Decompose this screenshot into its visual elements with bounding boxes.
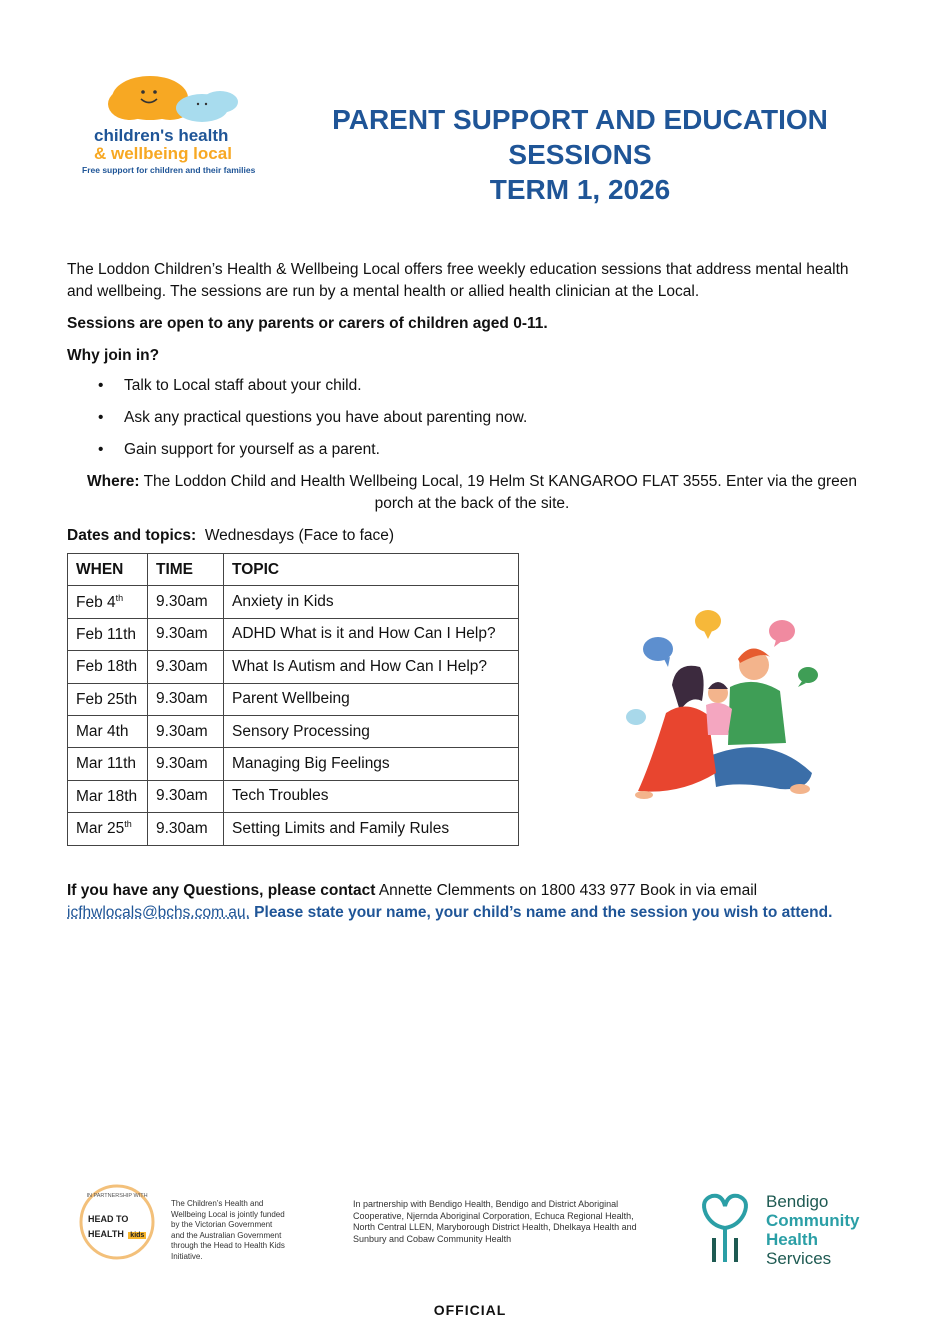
table-row: [68, 586, 519, 618]
contact-note: Please state your name, your child’s name and the session you wish to attend.: [254, 904, 833, 921]
header-topic: TOPIC: [224, 554, 519, 586]
bullet-icon: •: [98, 409, 104, 426]
logo-tagline: Free support for children and their families: [82, 165, 256, 175]
bchs-wordmark: [766, 1192, 860, 1268]
intro-paragraph: The Loddon Children’s Health & Wellbeing Local offers free weekly education sessions that address mental health and wellbeing. The sessions are run by a mental health or allied health clinician at the Local.: [67, 261, 849, 300]
funding-note: The Children’s Health and Wellbeing Local is jointly funded by the Victorian Government and the Australian Government through the Head to Health Kids Initiative.: [171, 1199, 285, 1261]
cell-time: 9.30am: [148, 780, 224, 812]
where-label: Where:: [87, 473, 140, 490]
cell-when: Mar 18th: [68, 780, 148, 812]
cell-topic: ADHD What is it and How Can I Help?: [224, 618, 519, 650]
cell-time: 9.30am: [148, 715, 224, 747]
dates-line: [67, 525, 877, 547]
h2h-line1: HEAD TO: [88, 1214, 129, 1224]
table-row: [68, 618, 519, 650]
cloud-logo-icon: [80, 68, 270, 128]
h2h-line2: HEALTH: [88, 1229, 124, 1239]
cell-topic: Anxiety in Kids: [224, 586, 519, 618]
contact-bold: If you have any Questions, please contact: [67, 882, 376, 899]
open-to-text: Sessions are open to any parents or carers of children aged 0-11.: [67, 315, 548, 332]
chwl-logo: [80, 68, 270, 180]
cell-topic: Tech Troubles: [224, 780, 519, 812]
table-row: [68, 651, 519, 683]
title-line1: PARENT SUPPORT AND EDUCATION: [332, 104, 828, 135]
logo-line1: children's health: [94, 126, 229, 145]
header-when: WHEN: [68, 554, 148, 586]
title-line3: TERM 1, 2026: [489, 174, 671, 205]
cell-topic: Parent Wellbeing: [224, 683, 519, 715]
table-row: [68, 683, 519, 715]
bchs-line4: Services: [766, 1249, 832, 1268]
contact-text: Annette Clemments on 1800 433 977 Book in via email: [378, 882, 758, 899]
where-text: The Loddon Child and Health Wellbeing Local, 19 Helm St KANGAROO FLAT 3555. Enter via the green porch at the back of the site.: [143, 473, 857, 512]
cell-when: Mar 11th: [68, 748, 148, 780]
cell-when: Feb 18th: [68, 651, 148, 683]
header-time: TIME: [148, 554, 224, 586]
bchs-line2: Community: [766, 1211, 860, 1230]
dates-label: Dates and topics:: [67, 527, 197, 544]
cell-time: 9.30am: [148, 748, 224, 780]
cell-time: 9.30am: [148, 618, 224, 650]
page-title: [300, 102, 860, 207]
table-row: [68, 715, 519, 747]
bchs-line3: Health: [766, 1230, 818, 1249]
family-illustration-icon: [620, 605, 830, 810]
cell-time: 9.30am: [148, 813, 224, 845]
partners-note: In partnership with Bendigo Health, Bendigo and District Aboriginal Cooperative, Njernda Aboriginal Corporation, Echuca Regional Health, North Central LLEN, Maryborough District Health, Dhelkaya Health and Sunbury and Cobaw Community Health: [353, 1199, 637, 1244]
logo-line2: & wellbeing local: [94, 144, 232, 163]
title-line2: SESSIONS: [508, 139, 652, 170]
cell-time: 9.30am: [148, 651, 224, 683]
where-paragraph: [72, 471, 872, 515]
cell-topic: Sensory Processing: [224, 715, 519, 747]
h2h-kids: kids: [130, 1232, 145, 1239]
cell-time: 9.30am: [148, 683, 224, 715]
email-link[interactable]: icfhwlocals@bchs.com.au.: [67, 904, 250, 921]
table-header-row: [68, 554, 519, 586]
cell-when: Mar 4th: [68, 715, 148, 747]
table-row: [68, 780, 519, 812]
cell-topic: What Is Autism and How Can I Help?: [224, 651, 519, 683]
cell-when: Feb 25th: [68, 683, 148, 715]
bullet-icon: •: [98, 377, 104, 394]
head-to-health-logo: [78, 1183, 156, 1261]
cell-when: Feb 4th: [68, 586, 148, 618]
bchs-line1: Bendigo: [766, 1192, 829, 1211]
cell-time: 9.30am: [148, 586, 224, 618]
cell-when: Mar 25th: [68, 813, 148, 845]
h2h-line2-wrap: [88, 1224, 146, 1242]
h2h-ring-text: IN PARTNERSHIP WITH: [86, 1193, 148, 1199]
cell-when: Feb 11th: [68, 618, 148, 650]
official-marking: OFFICIAL: [433, 1302, 507, 1318]
schedule-table: [67, 553, 519, 846]
table-row: [68, 748, 519, 780]
why-heading: Why join in?: [67, 347, 160, 364]
dates-text: Wednesdays (Face to face): [204, 527, 395, 544]
contact-paragraph: [67, 880, 887, 924]
cell-topic: Setting Limits and Family Rules: [224, 813, 519, 845]
table-row: [68, 813, 519, 845]
bullet-icon: •: [98, 441, 104, 458]
bchs-tree-logo-icon: [692, 1188, 758, 1264]
cell-topic: Managing Big Feelings: [224, 748, 519, 780]
